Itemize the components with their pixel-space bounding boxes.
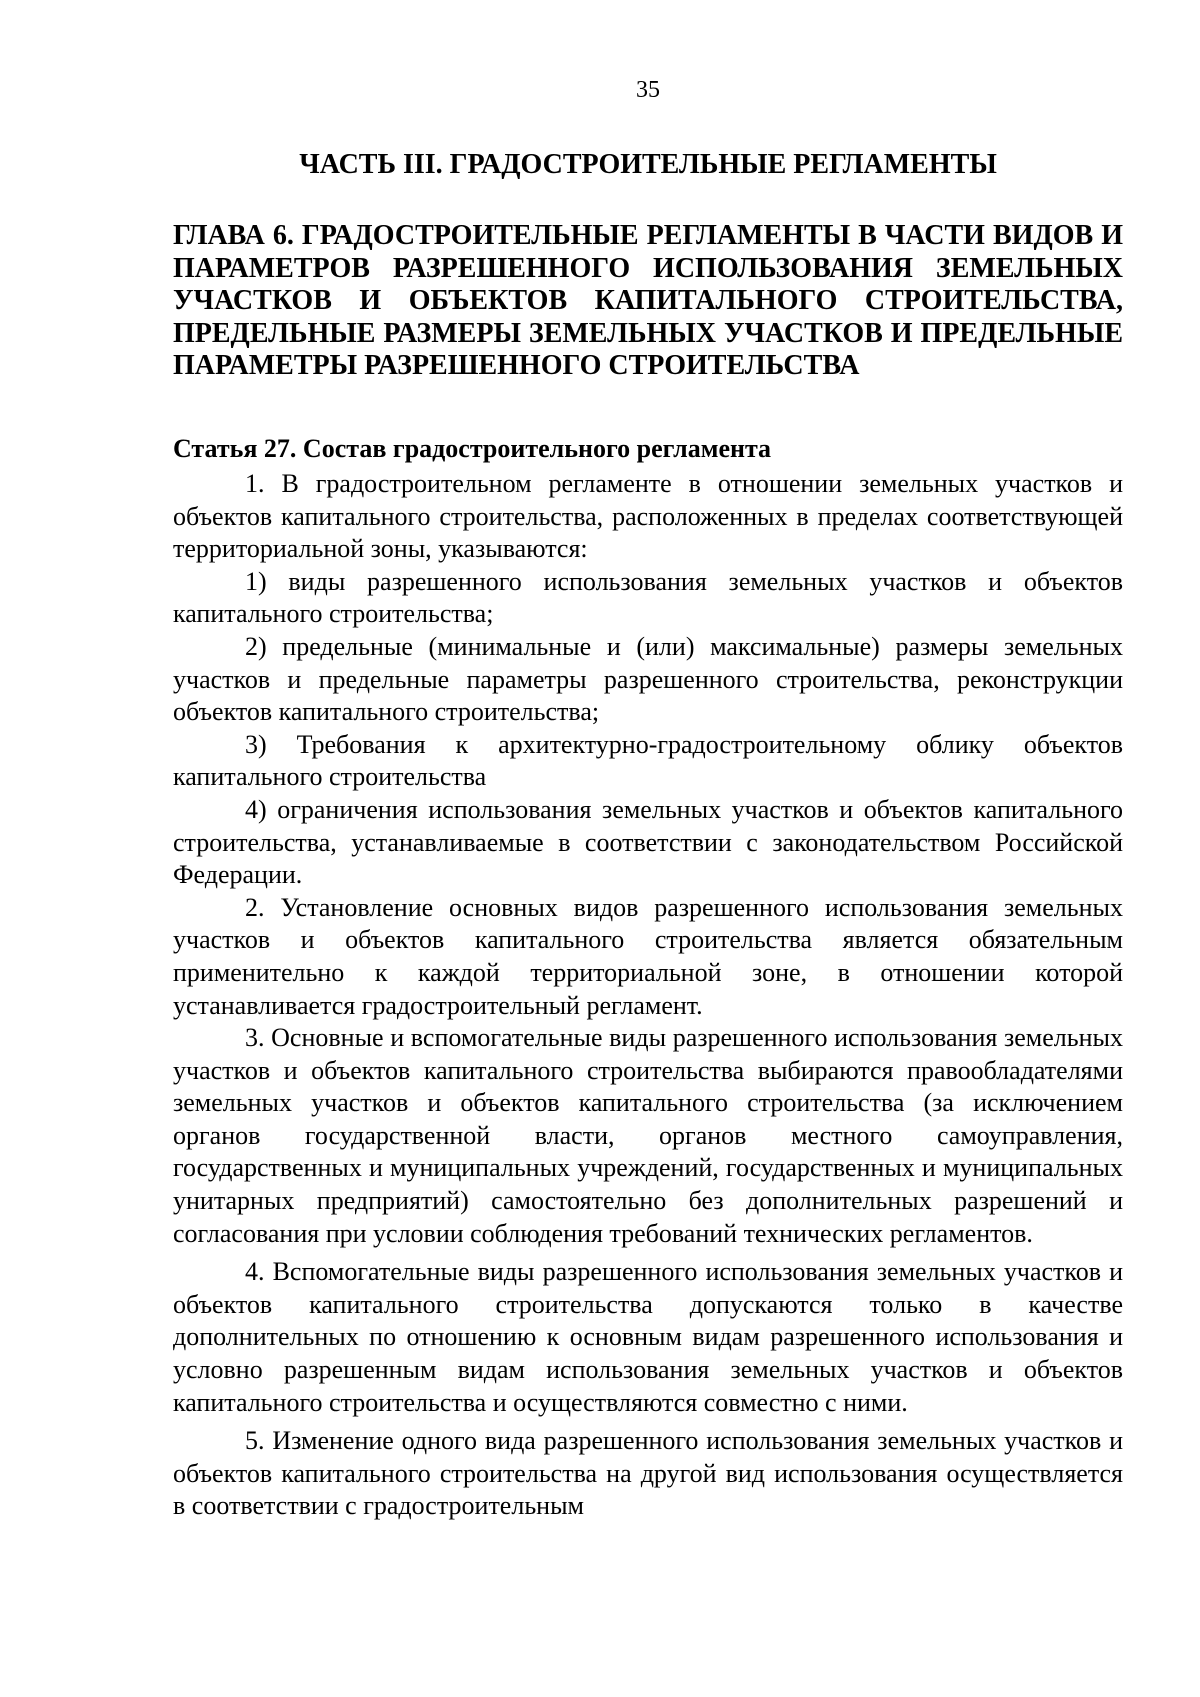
paragraph-5: 5. Изменение одного вида разрешенного использования земельных участков и объектов капитального строительства на другой вид использования осуществляется в соответствии с градостроительным: [173, 1426, 1123, 1521]
chapter-title: ГЛАВА 6. ГРАДОСТРОИТЕЛЬНЫЕ РЕГЛАМЕНТЫ В ЧАСТИ ВИДОВ И ПАРАМЕТРОВ РАЗРЕШЕННОГО ИСПОЛЬЗОВАНИЯ ЗЕМЕЛЬНЫХ УЧАСТКОВ И ОБЪЕКТОВ КАПИТАЛЬНОГО СТРОИТЕЛЬСТВА, ПРЕДЕЛЬНЫЕ РАЗМЕРЫ ЗЕМЕЛЬНЫХ УЧАСТКОВ И ПРЕДЕЛЬНЫЕ ПАРАМЕТРЫ РАЗРЕШЕННОГО СТРОИТЕЛЬСТВА: [173, 220, 1123, 381]
page-number: 35: [636, 77, 660, 103]
paragraph-1-item-1: 1) виды разрешенного использования земельных участков и объектов капитального строительства;: [173, 566, 1123, 629]
paragraph-1-item-3: 3) Требования к архитектурно-градостроительному облику объектов капитального строительства: [173, 729, 1123, 792]
paragraph-1-item-2: 2) предельные (минимальные и (или) максимальные) размеры земельных участков и предельные параметры разрешенного строительства, реконструкции объектов капитального строительства;: [173, 631, 1123, 727]
paragraph-1: 1. В градостроительном регламенте в отношении земельных участков и объектов капитального строительства, расположенных в пределах соответствующей территориальной зоны, указываются:: [173, 469, 1123, 564]
article-title: Статья 27. Состав градостроительного регламента: [173, 434, 772, 463]
article-body: [173, 468, 1123, 1523]
paragraph-3: 3. Основные и вспомогательные виды разрешенного использования земельных участков и объектов капитального строительства выбираются правообладателями земельных участков и объектов капитального строительства (за исключением органов государственной власти, органов местного самоуправления, государственных и муниципальных учреждений, государственных и муниципальных унитарных предприятий) самостоятельно без дополнительных разрешений и согласования при условии соблюдения требований технических регламентов.: [173, 1023, 1123, 1248]
paragraph-4: 4. Вспомогательные виды разрешенного использования земельных участков и объектов капитального строительства допускаются только в качестве дополнительных по отношению к основным видам разрешенного использования и условно разрешенным видам использования земельных участков и объектов капитального строительства и осуществляются совместно с ними.: [173, 1257, 1123, 1417]
paragraph-1-item-4: 4) ограничения использования земельных участков и объектов капитального строительства, устанавливаемые в соответствии с законодательством Российской Федерации.: [173, 794, 1123, 890]
paragraph-2: 2. Установление основных видов разрешенного использования земельных участков и объектов капитального строительства является обязательным применительно к каждой территориальной зоне, в отношении которой устанавливается градостроительный регламент.: [173, 892, 1123, 1020]
part-title: ЧАСТЬ III. ГРАДОСТРОИТЕЛЬНЫЕ РЕГЛАМЕНТЫ: [299, 149, 997, 180]
